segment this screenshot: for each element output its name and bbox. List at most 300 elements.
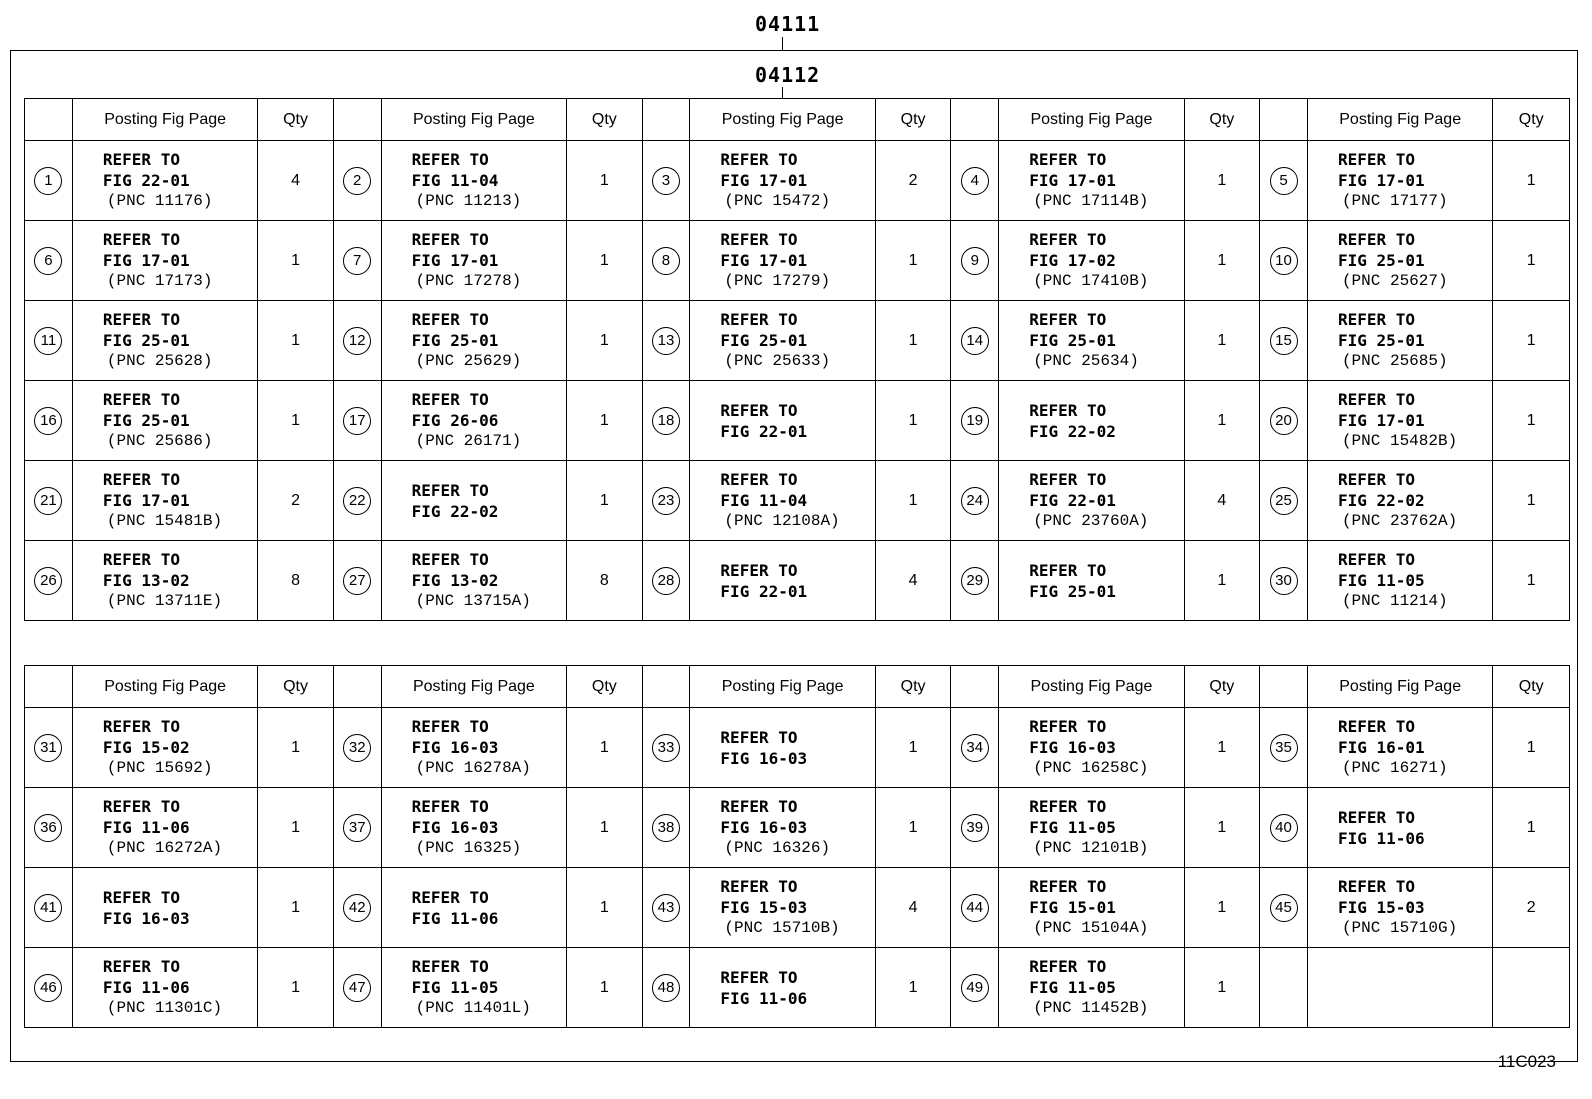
pnc-reference: (PNC 26171) (415, 432, 522, 450)
posting-fig-page-cell[interactable] (381, 221, 566, 301)
item-number-cell (25, 948, 73, 1028)
refer-to-text: REFER TO (1337, 390, 1416, 409)
qty-cell: 1 (567, 461, 642, 541)
posting-fig-page-cell[interactable] (72, 788, 257, 868)
posting-fig-page-cell[interactable] (1307, 141, 1492, 221)
posting-fig-page-cell[interactable] (690, 708, 875, 788)
item-callout-number: 46 (34, 974, 62, 1002)
item-callout-number: 19 (961, 407, 989, 435)
drawing-code: 11C023 (1497, 1052, 1556, 1071)
item-number-cell (642, 381, 690, 461)
item-number-cell (25, 541, 73, 621)
fig-reference[interactable]: FIG 11-06 (102, 818, 190, 837)
pnc-reference: (PNC 15710B) (724, 919, 840, 937)
item-callout-number: 31 (34, 734, 62, 762)
item-callout-number: 29 (961, 567, 989, 595)
qty-cell: 4 (875, 541, 950, 621)
posting-fig-page-cell[interactable] (72, 301, 257, 381)
posting-fig-page-cell[interactable] (381, 301, 566, 381)
posting-fig-page-cell[interactable] (999, 381, 1184, 461)
refer-to-text: REFER TO (102, 957, 180, 976)
refer-to-text: REFER TO (411, 230, 489, 249)
refer-to-text: REFER TO (1029, 230, 1107, 249)
item-callout-number: 34 (961, 734, 989, 762)
item-number-cell (333, 788, 381, 868)
table-header (25, 99, 1570, 141)
refer-to-text: REFER TO (1337, 230, 1416, 249)
pnc-reference: (PNC 17278) (415, 272, 522, 290)
qty-cell: 1 (258, 868, 333, 948)
qty-cell: 1 (258, 948, 333, 1028)
item-callout-number: 4 (961, 167, 989, 195)
posting-fig-page-cell[interactable] (999, 868, 1184, 948)
fig-reference[interactable]: FIG 11-04 (720, 491, 808, 510)
fig-reference[interactable]: FIG 11-05 (1337, 571, 1425, 590)
qty-cell: 1 (1493, 541, 1570, 621)
refer-to-text: REFER TO (411, 887, 489, 907)
posting-fig-page-cell[interactable] (72, 708, 257, 788)
header-blank (333, 99, 381, 141)
header-posting-fig-page: Posting Fig Page (72, 666, 257, 708)
header-qty: Qty (258, 99, 333, 141)
qty-cell: 2 (1493, 868, 1570, 948)
fig-reference[interactable]: FIG 22-02 (1029, 421, 1116, 441)
refer-to-text: REFER TO (102, 470, 180, 489)
fig-reference[interactable]: FIG 17-01 (1029, 171, 1116, 190)
posting-fig-page-cell[interactable] (1307, 381, 1492, 461)
item-number-cell (333, 461, 381, 541)
header-posting-fig-page: Posting Fig Page (381, 666, 566, 708)
header-posting-fig-page: Posting Fig Page (1307, 99, 1492, 141)
posting-fig-page-cell[interactable] (999, 221, 1184, 301)
fig-reference[interactable]: FIG 17-01 (411, 251, 499, 270)
pnc-reference: (PNC 17173) (106, 272, 213, 290)
qty-cell: 1 (567, 301, 642, 381)
pnc-reference: (PNC 12101B) (1033, 839, 1149, 857)
refer-to-text: REFER TO (102, 717, 180, 736)
refer-to-text: REFER TO (102, 230, 180, 249)
refer-to-text: REFER TO (102, 310, 180, 329)
item-callout-number: 7 (343, 247, 371, 275)
qty-cell: 1 (875, 461, 950, 541)
header-qty: Qty (258, 666, 333, 708)
posting-fig-page-cell[interactable] (690, 141, 875, 221)
item-number-cell (951, 788, 999, 868)
item-callout-number: 23 (652, 487, 680, 515)
posting-fig-page-cell[interactable] (690, 461, 875, 541)
qty-cell: 1 (567, 948, 642, 1028)
qty-cell: 1 (1184, 301, 1259, 381)
qty-cell: 1 (875, 948, 950, 1028)
refer-to-text: REFER TO (1337, 877, 1416, 896)
refer-to-text: REFER TO (411, 550, 489, 569)
posting-fig-page-cell[interactable] (381, 788, 566, 868)
refer-to-text: REFER TO (1029, 717, 1107, 736)
pnc-reference: (PNC 16271) (1341, 759, 1448, 777)
fig-reference[interactable]: FIG 15-03 (1337, 898, 1425, 917)
item-number-cell (951, 141, 999, 221)
header-qty: Qty (875, 666, 950, 708)
qty-cell: 8 (258, 541, 333, 621)
fig-reference[interactable]: FIG 11-06 (720, 988, 808, 1008)
qty-cell: 8 (567, 541, 642, 621)
item-number-cell (333, 141, 381, 221)
fig-reference[interactable]: FIG 17-02 (1029, 251, 1116, 270)
refer-to-text: REFER TO (411, 717, 489, 736)
item-callout-number: 8 (652, 247, 680, 275)
posting-fig-page-cell[interactable] (1307, 868, 1492, 948)
fig-reference[interactable]: FIG 16-03 (1029, 738, 1116, 757)
header-posting-fig-page: Posting Fig Page (999, 666, 1184, 708)
fig-reference[interactable]: FIG 16-03 (102, 908, 190, 928)
parts-table-upper (24, 98, 1570, 621)
posting-fig-page-cell[interactable] (690, 301, 875, 381)
refer-to-text: REFER TO (720, 400, 798, 420)
posting-fig-page-cell[interactable] (381, 708, 566, 788)
table-row (25, 948, 1570, 1028)
header-qty: Qty (1184, 99, 1259, 141)
item-number-cell (25, 141, 73, 221)
pnc-reference: (PNC 15710G) (1341, 919, 1458, 937)
item-number-cell (25, 461, 73, 541)
fig-reference[interactable]: FIG 11-05 (1029, 978, 1116, 997)
refer-to-text: REFER TO (1337, 150, 1416, 169)
refer-to-text: REFER TO (1337, 717, 1416, 736)
refer-to-text: REFER TO (411, 150, 489, 169)
qty-cell: 1 (1493, 221, 1570, 301)
pnc-reference: (PNC 13711E) (106, 592, 223, 610)
pnc-reference: (PNC 25685) (1341, 352, 1448, 370)
qty-cell: 1 (258, 221, 333, 301)
item-callout-number: 22 (343, 487, 371, 515)
posting-fig-page-cell[interactable] (999, 141, 1184, 221)
header-blank (642, 666, 690, 708)
posting-fig-page-cell[interactable] (72, 868, 257, 948)
qty-cell: 1 (875, 221, 950, 301)
header-qty: Qty (1493, 99, 1570, 141)
fig-reference[interactable]: FIG 22-01 (102, 171, 190, 190)
item-callout-number: 40 (1270, 814, 1298, 842)
posting-fig-page-cell[interactable] (999, 788, 1184, 868)
pnc-reference: (PNC 16325) (415, 839, 522, 857)
fig-reference[interactable]: FIG 26-06 (411, 411, 499, 430)
pnc-reference: (PNC 16272A) (106, 839, 223, 857)
qty-cell: 1 (875, 708, 950, 788)
posting-fig-page-cell[interactable] (690, 948, 875, 1028)
fig-reference[interactable]: FIG 11-06 (102, 978, 190, 997)
qty-cell: 1 (567, 788, 642, 868)
fig-reference[interactable]: FIG 22-01 (720, 581, 808, 601)
item-callout-number: 45 (1270, 894, 1298, 922)
posting-fig-page-cell[interactable] (381, 381, 566, 461)
item-number-cell (642, 708, 690, 788)
fig-reference[interactable]: FIG 17-01 (720, 171, 808, 190)
refer-to-text: REFER TO (411, 480, 489, 500)
pnc-reference: (PNC 23762A) (1341, 512, 1458, 530)
qty-cell: 1 (258, 381, 333, 461)
item-number-cell (25, 381, 73, 461)
qty-cell: 4 (875, 868, 950, 948)
posting-fig-page-cell[interactable] (999, 948, 1184, 1028)
posting-fig-page-cell[interactable] (690, 221, 875, 301)
item-callout-number: 42 (343, 894, 371, 922)
fig-reference[interactable]: FIG 25-01 (102, 411, 190, 430)
item-callout-number: 13 (652, 327, 680, 355)
fig-reference[interactable]: FIG 11-04 (411, 171, 499, 190)
posting-fig-page-cell[interactable] (999, 541, 1184, 621)
item-number-cell (951, 948, 999, 1028)
header-blank (951, 99, 999, 141)
posting-fig-page-cell[interactable] (381, 141, 566, 221)
pnc-reference: (PNC 25629) (415, 352, 522, 370)
header-blank (951, 666, 999, 708)
pnc-reference: (PNC 15104A) (1033, 919, 1149, 937)
table-row (25, 788, 1570, 868)
header-posting-fig-page: Posting Fig Page (72, 99, 257, 141)
qty-cell: 1 (1493, 381, 1570, 461)
refer-to-text: REFER TO (720, 877, 798, 896)
posting-fig-page-cell[interactable] (72, 221, 257, 301)
posting-fig-page-cell[interactable] (1307, 788, 1492, 868)
item-callout-number: 9 (961, 247, 989, 275)
item-number-cell (1260, 868, 1308, 948)
fig-reference[interactable]: FIG 17-01 (1337, 171, 1425, 190)
refer-to-text: REFER TO (1029, 560, 1107, 580)
refer-to-text: REFER TO (102, 797, 180, 816)
table-row (25, 868, 1570, 948)
pnc-reference: (PNC 11301C) (106, 999, 223, 1017)
fig-reference[interactable]: FIG 16-03 (411, 738, 499, 757)
pnc-reference: (PNC 25686) (106, 432, 213, 450)
table-row (25, 381, 1570, 461)
item-number-cell (642, 868, 690, 948)
fig-reference[interactable]: FIG 22-02 (411, 501, 499, 521)
item-callout-number: 16 (34, 407, 62, 435)
posting-fig-page-cell[interactable] (1307, 708, 1492, 788)
header-row (25, 666, 1570, 708)
item-number-cell (951, 868, 999, 948)
qty-cell: 4 (258, 141, 333, 221)
fig-reference[interactable]: FIG 22-02 (1337, 491, 1425, 510)
item-number-cell (333, 301, 381, 381)
qty-cell: 4 (1184, 461, 1259, 541)
posting-fig-page-cell[interactable] (999, 708, 1184, 788)
fig-reference[interactable]: FIG 17-01 (1337, 411, 1425, 430)
item-callout-number: 39 (961, 814, 989, 842)
qty-cell: 1 (1184, 381, 1259, 461)
refer-to-text: REFER TO (1337, 310, 1416, 329)
posting-fig-page-cell[interactable] (999, 461, 1184, 541)
refer-to-text: REFER TO (102, 887, 180, 907)
table-row (25, 141, 1570, 221)
header-qty: Qty (1493, 666, 1570, 708)
pnc-reference: (PNC 16258C) (1033, 759, 1149, 777)
item-callout-number: 3 (652, 167, 680, 195)
posting-fig-page-cell[interactable] (381, 868, 566, 948)
qty-cell: 1 (1184, 868, 1259, 948)
header-posting-fig-page: Posting Fig Page (690, 666, 875, 708)
fig-reference[interactable]: FIG 16-01 (1337, 738, 1425, 757)
qty-cell: 1 (1493, 141, 1570, 221)
item-callout-number: 27 (343, 567, 371, 595)
refer-to-text: REFER TO (1337, 807, 1416, 827)
qty-cell: 1 (567, 381, 642, 461)
refer-to-text: REFER TO (411, 797, 489, 816)
pnc-reference: (PNC 17279) (724, 272, 831, 290)
item-number-cell (642, 301, 690, 381)
header-blank (1260, 666, 1308, 708)
header-blank (25, 666, 73, 708)
posting-fig-page-cell[interactable] (999, 301, 1184, 381)
pnc-reference: (PNC 13715A) (415, 592, 531, 610)
posting-fig-page-cell[interactable] (381, 541, 566, 621)
item-callout-number: 38 (652, 814, 680, 842)
qty-cell: 1 (567, 868, 642, 948)
refer-to-text: REFER TO (102, 150, 180, 169)
item-number-cell (25, 708, 73, 788)
item-callout-number: 6 (34, 247, 62, 275)
refer-to-text: REFER TO (720, 310, 798, 329)
assembly-number-04111: 04111 (755, 12, 821, 36)
item-number-cell (25, 301, 73, 381)
posting-fig-page-cell[interactable] (1307, 461, 1492, 541)
fig-reference[interactable]: FIG 11-06 (1337, 828, 1425, 848)
posting-fig-page-cell[interactable] (1307, 221, 1492, 301)
table-header (25, 666, 1570, 708)
fig-reference[interactable]: FIG 11-05 (1029, 818, 1116, 837)
posting-fig-page-cell[interactable] (690, 788, 875, 868)
refer-to-text: REFER TO (411, 957, 489, 976)
fig-reference[interactable]: FIG 16-03 (720, 748, 808, 768)
fig-reference[interactable]: FIG 25-01 (411, 331, 499, 350)
refer-to-text: REFER TO (1337, 470, 1416, 489)
fig-reference[interactable]: FIG 13-02 (411, 571, 499, 590)
qty-cell: 1 (1493, 708, 1570, 788)
refer-to-text: REFER TO (102, 550, 180, 569)
qty-cell: 1 (875, 301, 950, 381)
posting-fig-page-cell[interactable] (381, 948, 566, 1028)
qty-cell: 1 (1493, 788, 1570, 868)
refer-to-text: REFER TO (720, 150, 798, 169)
item-callout-number: 48 (652, 974, 680, 1002)
pnc-reference: (PNC 11214) (1341, 592, 1448, 610)
refer-to-text: REFER TO (720, 967, 798, 987)
header-posting-fig-page: Posting Fig Page (1307, 666, 1492, 708)
item-callout-number: 5 (1270, 167, 1298, 195)
fig-reference[interactable]: FIG 22-01 (1029, 491, 1116, 510)
item-callout-number: 1 (34, 167, 62, 195)
posting-fig-page-cell[interactable] (1307, 948, 1492, 1028)
item-number-cell (642, 141, 690, 221)
item-number-cell (951, 461, 999, 541)
posting-fig-page-cell[interactable] (72, 541, 257, 621)
refer-to-text: REFER TO (1029, 797, 1107, 816)
posting-fig-page-cell[interactable] (72, 948, 257, 1028)
pnc-reference: (PNC 17114B) (1033, 192, 1149, 210)
table-row (25, 221, 1570, 301)
qty-cell: 1 (258, 708, 333, 788)
refer-to-text: REFER TO (1029, 310, 1107, 329)
qty-cell: 1 (1184, 948, 1259, 1028)
fig-reference[interactable]: FIG 22-01 (720, 421, 808, 441)
qty-cell: 1 (258, 301, 333, 381)
item-callout-number: 11 (34, 327, 62, 355)
qty-cell: 1 (567, 221, 642, 301)
posting-fig-page-cell[interactable] (690, 541, 875, 621)
fig-reference[interactable]: FIG 15-03 (720, 898, 808, 917)
fig-reference[interactable]: FIG 13-02 (102, 571, 190, 590)
pnc-reference: (PNC 11452B) (1033, 999, 1149, 1017)
item-callout-number: 20 (1270, 407, 1298, 435)
posting-fig-page-cell[interactable] (1307, 301, 1492, 381)
item-callout-number: 47 (343, 974, 371, 1002)
fig-reference[interactable]: FIG 16-03 (720, 818, 808, 837)
fig-reference[interactable]: FIG 17-01 (102, 251, 190, 270)
posting-fig-page-cell[interactable] (1307, 541, 1492, 621)
posting-fig-page-cell[interactable] (72, 381, 257, 461)
item-callout-number: 36 (34, 814, 62, 842)
item-number-cell (1260, 221, 1308, 301)
refer-to-text: REFER TO (720, 797, 798, 816)
fig-reference[interactable]: FIG 25-01 (102, 331, 190, 350)
qty-cell: 2 (875, 141, 950, 221)
item-number-cell (25, 221, 73, 301)
posting-fig-page-cell[interactable] (72, 141, 257, 221)
item-callout-number: 17 (343, 407, 371, 435)
item-number-cell (333, 221, 381, 301)
fig-reference[interactable]: FIG 15-01 (1029, 898, 1116, 917)
refer-to-text: REFER TO (411, 390, 489, 409)
item-number-cell (1260, 541, 1308, 621)
pnc-reference: (PNC 11213) (415, 192, 522, 210)
item-number-cell (951, 221, 999, 301)
posting-fig-page-cell[interactable] (72, 461, 257, 541)
item-callout-number: 43 (652, 894, 680, 922)
item-number-cell (1260, 708, 1308, 788)
table-row (25, 301, 1570, 381)
fig-reference[interactable]: FIG 25-01 (1337, 331, 1425, 350)
fig-reference[interactable]: FIG 17-01 (102, 491, 190, 510)
fig-reference[interactable]: FIG 25-01 (1029, 331, 1116, 350)
fig-reference[interactable]: FIG 15-02 (102, 738, 190, 757)
pnc-reference: (PNC 17410B) (1033, 272, 1149, 290)
fig-reference[interactable]: FIG 17-01 (720, 251, 808, 270)
item-callout-number: 35 (1270, 734, 1298, 762)
fig-reference[interactable]: FIG 25-01 (720, 331, 808, 350)
refer-to-text: REFER TO (720, 560, 798, 580)
table-row (25, 541, 1570, 621)
parts-table-lower (24, 665, 1570, 1028)
item-number-cell (642, 788, 690, 868)
qty-cell: 1 (567, 708, 642, 788)
item-number-cell (333, 708, 381, 788)
pnc-reference: (PNC 16278A) (415, 759, 531, 777)
fig-reference[interactable]: FIG 11-06 (411, 908, 499, 928)
item-number-cell (1260, 381, 1308, 461)
posting-fig-page-cell[interactable] (690, 381, 875, 461)
fig-reference[interactable]: FIG 16-03 (411, 818, 499, 837)
fig-reference[interactable]: FIG 25-01 (1029, 581, 1116, 601)
refer-to-text: REFER TO (102, 390, 180, 409)
posting-fig-page-cell[interactable] (381, 461, 566, 541)
fig-reference[interactable]: FIG 11-05 (411, 978, 499, 997)
item-callout-number: 18 (652, 407, 680, 435)
fig-reference[interactable]: FIG 25-01 (1337, 251, 1425, 270)
item-number-cell (25, 868, 73, 948)
qty-cell: 1 (875, 381, 950, 461)
posting-fig-page-cell[interactable] (690, 868, 875, 948)
qty-cell: 1 (1184, 708, 1259, 788)
